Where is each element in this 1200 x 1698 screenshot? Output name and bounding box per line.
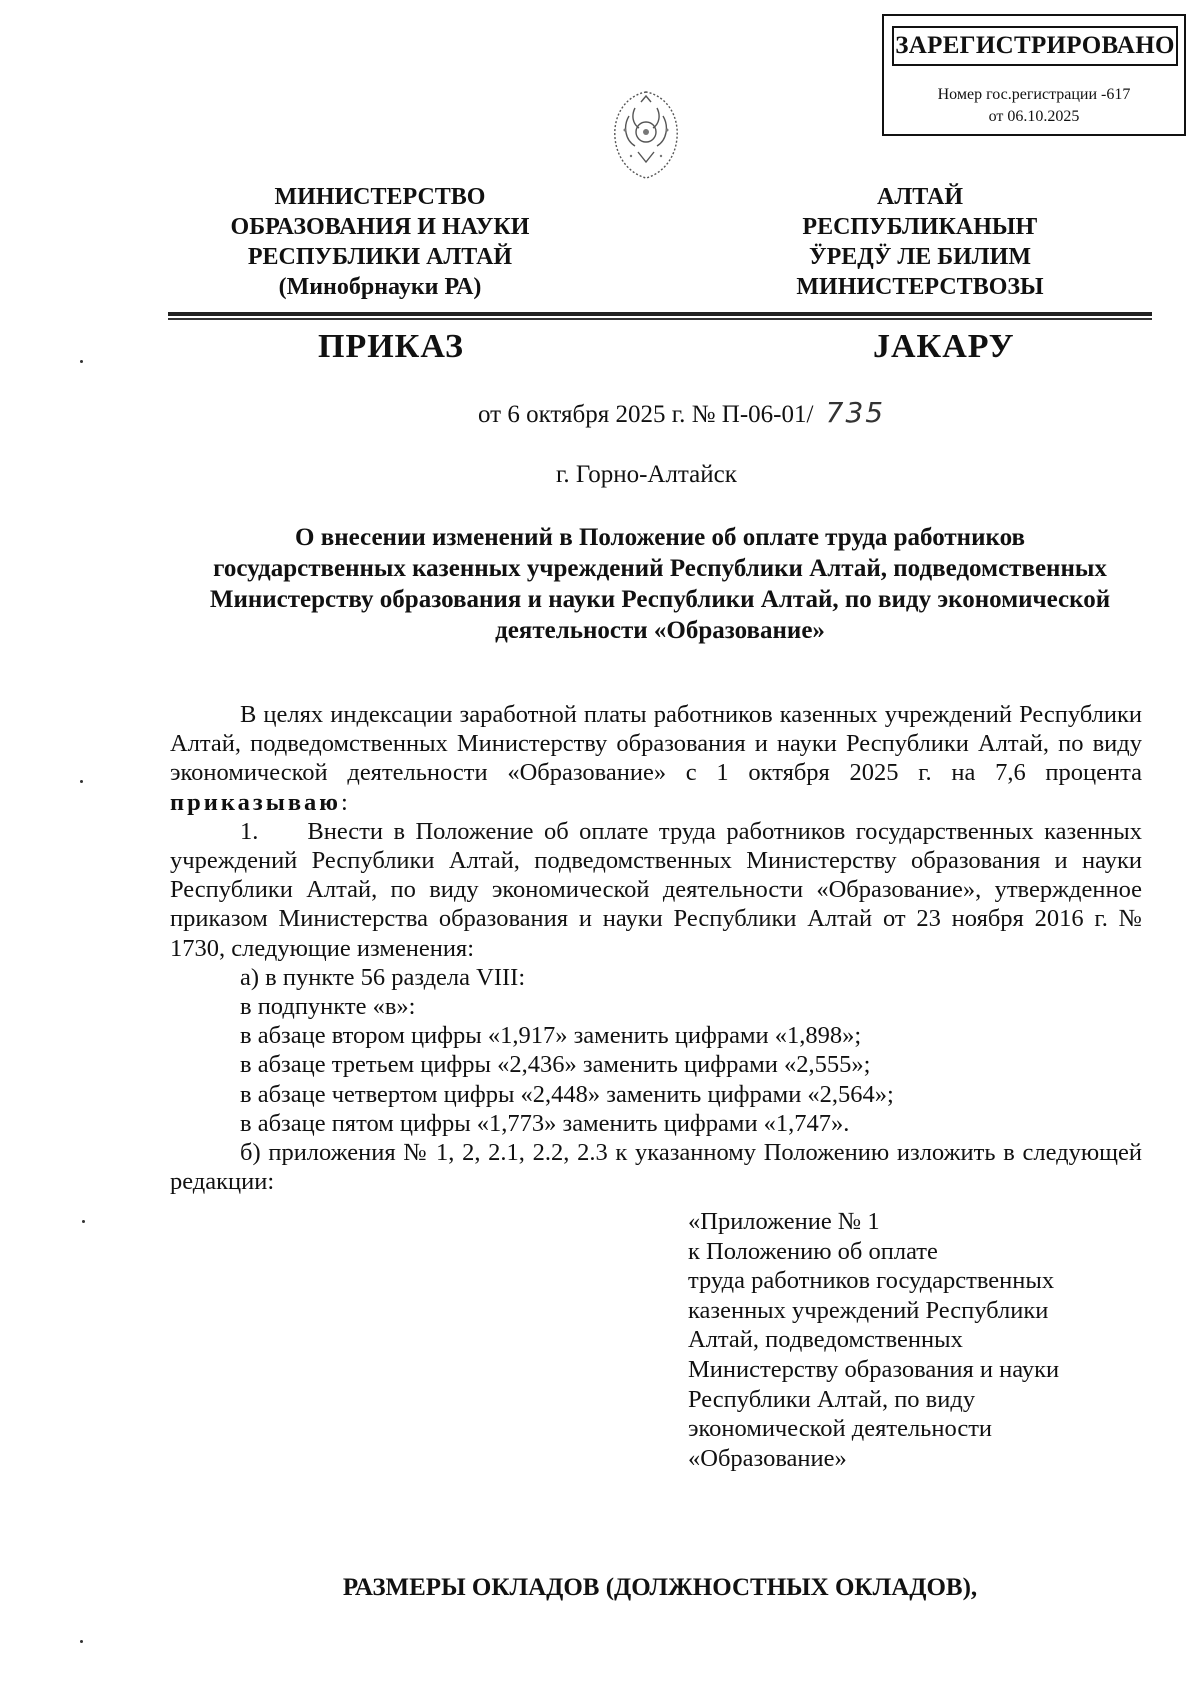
- salary-sizes-heading: РАЗМЕРЫ ОКЛАДОВ (ДОЛЖНОСТНЫХ ОКЛАДОВ),: [342, 1574, 978, 1601]
- item-1: 1. Внести в Положение об оплате труда работников государственных казенных учреждений Республики Алтай, подведомственных Министерству образования и науки Республики Алтай, по виду экономической деятельности «Образование», утвержденное приказом Министерства образования и науки Республики Алтай от 23 ноября 2016 г. № 1730, следующие изменения:: [170, 817, 1142, 962]
- ministry-line: МИНИСТЕРСТВОЗЫ: [796, 274, 1044, 300]
- ministry-line: РЕСПУБЛИКИ АЛТАЙ: [247, 244, 513, 270]
- scan-speck: [80, 780, 83, 783]
- item-b: б) приложения № 1, 2, 2.1, 2.2, 2.3 к указанному Положению изложить в следующей редакции:: [170, 1139, 1142, 1196]
- subitem-v: в подпункте «в»:: [240, 993, 416, 1021]
- item-a: а) в пункте 56 раздела VIII:: [240, 963, 526, 991]
- registration-stamp: [882, 14, 1186, 136]
- ministry-abbr: (Минобрнауки РА): [278, 274, 482, 300]
- paragraph-5-change: в абзаце пятом цифры «1,773» заменить цифрами «1,747».: [240, 1109, 850, 1137]
- header-rule: [168, 312, 1152, 316]
- appendix-line: казенных учреждений Республики: [688, 1296, 1049, 1324]
- appendix-line: Алтай, подведомственных: [688, 1326, 963, 1354]
- order-date-text: от 6 октября 2025 г. № П-06-01/: [478, 401, 814, 428]
- appendix-line: «Образование»: [688, 1444, 847, 1472]
- scan-speck: [82, 1220, 85, 1223]
- stamp-title: ЗАРЕГИСТРИРОВАНО: [892, 26, 1178, 66]
- stamp-reg-date: от 06.10.2025: [988, 108, 1080, 125]
- appendix-line: экономической деятельности: [688, 1415, 993, 1443]
- order-heading-ru: ПРИКАЗ: [318, 328, 464, 365]
- order-word: приказываю: [170, 788, 342, 816]
- paragraph-2-change: в абзаце втором цифры «1,917» заменить цифрами «1,898»;: [240, 1022, 862, 1050]
- appendix-line: труда работников государственных: [688, 1267, 1055, 1295]
- header-rule-thin: [168, 318, 1152, 320]
- handwritten-order-number: 735: [825, 396, 886, 429]
- document-body: [170, 700, 1142, 1196]
- paragraph-4-change: в абзаце четвертом цифры «2,448» заменить цифрами «2,564»;: [240, 1080, 894, 1108]
- order-colon: :: [341, 788, 348, 816]
- title-line: деятельности «Образование»: [495, 617, 825, 644]
- ministry-line: ОБРАЗОВАНИЯ И НАУКИ: [230, 214, 530, 240]
- order-heading-altai: ЈАКАРУ: [873, 328, 1015, 365]
- city: г. Горно-Алтайск: [556, 461, 737, 488]
- intro-paragraph: [170, 700, 1142, 817]
- ministry-name-ru: [200, 182, 560, 302]
- scan-speck: [80, 1640, 83, 1643]
- title-line: государственных казенных учреждений Республики Алтай, подведомственных: [213, 555, 1107, 582]
- ministry-line: ӰРЕДӰ ЛЕ БИЛИМ: [808, 244, 1032, 270]
- title-line: Министерству образования и науки Республики Алтай, по виду экономической: [209, 586, 1111, 613]
- document-title: [170, 522, 1150, 646]
- appendix-line: к Положению об оплате: [688, 1237, 938, 1265]
- coat-of-arms-emblem: [605, 86, 687, 182]
- appendix-reference: [688, 1207, 1148, 1473]
- stamp-reg-number: Номер гос.регистрации -617: [937, 86, 1131, 103]
- appendix-line: «Приложение № 1: [688, 1208, 880, 1235]
- paragraph-3-change: в абзаце третьем цифры «2,436» заменить цифрами «2,555»;: [240, 1051, 871, 1079]
- title-line: О внесении изменений в Положение об оплате труда работников: [295, 524, 1025, 551]
- intro-text: В целях индексации заработной платы работников казенных учреждений Республики Алтай, подведомственных Министерству образования и науки Республики Алтай, по виду экономической деятельности «Образование» с 1 октября 2025 г. на 7,6 процента: [170, 701, 1142, 787]
- ministry-name-altai: [760, 182, 1080, 302]
- scan-speck: [80, 360, 83, 363]
- appendix-line: Республики Алтай, по виду: [688, 1385, 976, 1413]
- appendix-line: Министерству образования и науки: [688, 1355, 1060, 1383]
- ministry-line: МИНИСТЕРСТВО: [274, 184, 486, 210]
- ministry-line: АЛТАЙ РЕСПУБЛИКАНЫҤ: [802, 184, 1038, 240]
- order-date-number: [478, 398, 885, 430]
